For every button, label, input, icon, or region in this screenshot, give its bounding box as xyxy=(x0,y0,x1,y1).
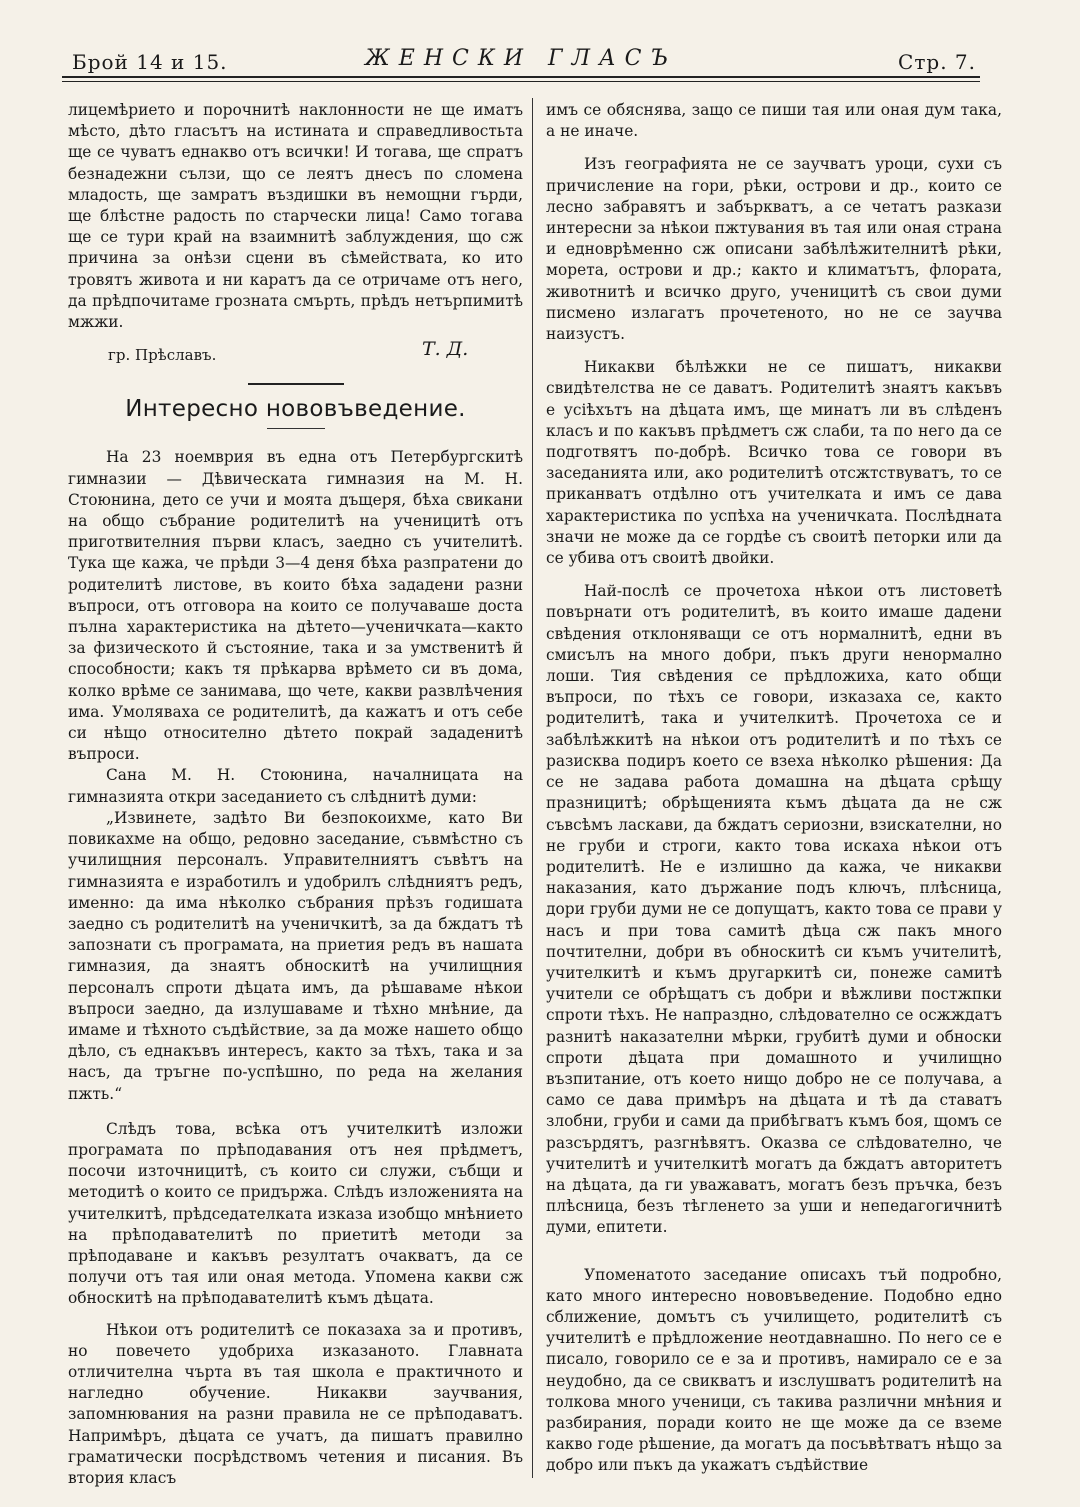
article-title: Интересно нововъведение. xyxy=(125,396,466,423)
page-number: Стр. 7. xyxy=(898,50,976,74)
left-column xyxy=(68,100,523,1489)
page-header xyxy=(62,44,980,78)
article-paragraph: Най-послѣ се прочетоха нѣкои отъ листоветѣ повърнати отъ родителитѣ, въ които имаше дадени свѣдения отклоняващи се отъ нормалнитѣ, едни въ смисълъ на много добри, пъкъ други ненормално лоши. Тия свѣдения се прѣдложиха, като общи въпроси, по тѣхъ се говори, изказаха се, както родителитѣ, така и учителкитѣ. Прочетоха се и забѣлѣжкитѣ на нѣкои отъ родителитѣ и по тѣхъ се разисква подиръ което се взеха нѣколко рѣшения: Да се не задава работа домашна на дѣцата срѣщу празницитѣ; обрѣщенията къмъ дѣцата да не сж съвсѣмъ ласкави, да бждатъ сериозни, взискателни, но не груби и строги, както това искаха нѣкои отъ родителитѣ. Не е излишно да кажа, че никакви наказания, като държание подъ ключъ, плѣсница, дори груби думи не се допущатъ, както това се прави у насъ и при това самитѣ дѣца сж пакъ много почтителни, добри въ обноскитѣ си къмъ учителитѣ, учителкитѣ и къмъ другаркитѣ си, понеже самитѣ учители се обрѣщатъ съ добри и вѣжливи постжпки спроти тѣхъ. Не напраздно, слѣдователно се осжждатъ разнитѣ наказателни мѣрки, грубитѣ думи и обноски спроти дѣцата при домашното и училищно възпитание, отъ което нищо добро не се получава, а само се дава примѣръ на дѣцата и тѣ да ставатъ злобни, груби и сами да прибѣгватъ къмъ боя, щомъ се разсърдятъ, разгнѣвятъ. Оказва се слѣдователно, че учителитѣ и учителкитѣ могатъ да бждатъ авторитетъ на дѣцата, да ги уважаватъ, могатъ безъ пръчка, безъ плѣсница, безъ тѣгленето за уши и непедагогичнитѣ думи, епитети. xyxy=(546,582,1002,1237)
article-paragraph: Никакви бѣлѣжки не се пишатъ, никакви свидѣтелства не се даватъ. Родителитѣ знаятъ какъвъ е усiѣхътъ на дѣцата имъ, ще минатъ ли въ слѣденъ класъ и по какъвъ прѣдметъ сж слаби, та по него да се подготвятъ по-добрѣ. Всичко това се говори въ заседанията или, ако родителитѣ отсжтствуватъ, то се приканватъ отдѣлно отъ учителката и имъ се дава характеристика по успѣха на ученичката. Послѣдната значи не може да се гордѣе съ своитѣ петорки или да се убива отъ своитѣ двойки. xyxy=(546,358,1002,568)
article-paragraph: На 23 ноемврия въ една отъ Петербургскитѣ гимназии — Дѣвическата гимназия на М. Н. Стоюнина, дето се учи и моята дъщеря, бѣха свикани на общо събрание родителитѣ на ученицитѣ отъ приготвителния първи класъ, заедно съ учителитѣ. Тука ще кажа, че прѣди 3—4 деня бѣха разпратени до родителитѣ листове, въ които бѣха зададени разни въпроси, отъ отговора на които се получаваше доста пълна характеристика на дѣтето—ученичката—както за физическото й състояние, така и за умственитѣ й способности; какъ тя прѣкарва врѣмето си въ дома, колко врѣме се занимава, що чете, какви развлѣчения има. Умоляваха се родителитѣ, да кажатъ и отъ себе си нѣщо относително дѣтето покрай зададенитѣ въпроси. xyxy=(68,448,523,764)
article-paragraph: Изъ географията не се заучватъ уроци, сухи съ причисление на гори, рѣки, острови и др., които се лесно забравятъ и забъркватъ, а се четатъ разкази интересни за нѣкои пжтувания въ тая или оная страна и едноврѣменно сж описани забѣлѣжителнитѣ рѣки, морета, острови и др.; както и климатътъ, флората, животнитѣ и всичко друго, ученицитѣ съ свои думи писмено излагатъ прочетеното, но не се заучва наизустъ. xyxy=(546,155,1002,344)
article-signature xyxy=(68,339,523,373)
column-divider xyxy=(532,98,533,1478)
issue-number: Брой 14 и 15. xyxy=(72,50,228,74)
signature-place: гр. Прѣславъ. xyxy=(108,346,217,365)
article-paragraph-quote: „Извинете, задѣто Ви безпокоихме, като Ви повикахме на общо, редовно заседание, съвмѣстно съ училищния персоналъ. Управителниятъ съвѣтъ на гимназията е изработилъ и удобрилъ слѣдниятъ редъ, именно: да има нѣколко събрания прѣзъ годишата заедно съ родителитѣ на ученичкитѣ, за да бждатъ тѣ запознати съ програмата, на приетия редъ въ нашата гимназия, да знаятъ обноскитѣ на училищния персоналъ спроти дѣцата имъ, да рѣшаваме нѣкои въпроси заедно, да излушаваме и тѣхно мнѣние, да имаме и тѣхното съдѣйствие, за да може нашето общо дѣло, съ еднакъвъ интересъ, както за тѣхъ, така и за насъ, да тръгне по-успѣшно, по реда на желания пжть.“ xyxy=(68,808,523,1103)
article-paragraph: Нѣкои отъ родителитѣ се показаха за и противъ, но повечето удобриха изказаното. Главната отличителна чърта въ тая школа е практичното и нагледно обучение. Никакви заучвания, запомнювания на разни правила не се прѣподаватъ. Напримѣръ, дѣцата се учатъ, да пишатъ правилно граматически посрѣдствомъ четения и писания. Въ втория класъ xyxy=(68,1320,523,1487)
right-column xyxy=(546,100,1002,1477)
article-separator xyxy=(248,383,344,385)
previous-article-ending: лицемѣрието и порочнитѣ наклонности не ще иматъ мѣсто, дѣто гласътъ на истината и справедливостьта ще се чуватъ еднакво отъ всички! И тогава, ще спратъ безнадежни сълзи, що се леятъ днесъ по сломена младость, ще замратъ въздишки въ немощни гърди, ще блѣстне радость по старчески лица! Само тогава ще се тури край на взаимнитѣ заблуждения, що сж причина за онѣзи сцени въ сѣмействата, ко ито тровятъ живота и ни каратъ да се отричаме отъ него, да прѣдпочитаме грозната смърть, прѣдъ нетърпимитѣ мжжи. xyxy=(68,101,523,332)
article-paragraph: Слѣдъ това, всѣка отъ учителкитѣ изложи програмата по прѣподавания отъ нея прѣдметъ, посочи източницитѣ, съ които си служи, събщи и методитѣ о които се придържа. Слѣдъ изложенията на учителкитѣ, прѣдседателката изказа изобщо мнѣнието на прѣподавателитѣ по приетитѣ методи за прѣподаване и какъвъ резултатъ очакватъ, да се получи отъ тая или оная метода. Упомена какви сж обноскитѣ на прѣподавателитѣ къмъ дѣцата. xyxy=(68,1119,523,1308)
article-paragraph: Упоменатото заседание описахъ тъй подробно, като много интересно нововъведение. Подобно едно сближение, домътъ съ училището, родителитѣ съ учителитѣ е прѣдложение неотдавнашно. По него се е писало, говорило се е за и противъ, намирало се е за неудобно, да се свикватъ и изслушватъ родителитѣ на толкова много ученици, съ такива различни мнѣния и разбирания, поради които не ще може да се вземе какво годе рѣшение, да могатъ да посъвѣтватъ нѣщо за добро или пъкъ да укажатъ съдѣйствие xyxy=(546,1265,1002,1475)
header-rule xyxy=(62,81,980,82)
title-underline xyxy=(267,428,325,429)
article-paragraph: Сана М. Н. Стоюнина, началницата на гимназията откри заседанието съ слѣднитѣ думи: xyxy=(68,766,523,806)
article-paragraph-continued: имъ се обяснява, защо се пиши тая или оная дум така, а не иначе. xyxy=(546,101,1002,141)
signature-author: Т. Д. xyxy=(422,338,469,361)
newspaper-title: ЖЕНСКИ ГЛАСЪ xyxy=(365,46,677,71)
